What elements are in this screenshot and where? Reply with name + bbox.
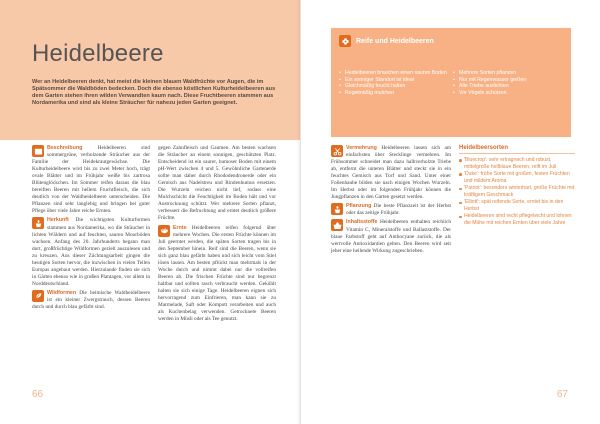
keyword: Wildformen [47,289,77,296]
entry-text: Die wichtigsten Kulturformen stammen aus Nordamerika, wo die Sträucher in lichten Wäldern und auf feuchten, sauren Moorböden wachsen. Anfang des 20. Jahrhunderts begann man dort, großfrüchtige Wildformen gezielt auszulesen und zu kreuzen. Aus dieser Züchtungsarbeit gingen die heutigen Sorten hervor, die inzwischen in vielen Teilen Europas angebaut werden. Hierzulande finden sie sich in Gärten ebenso wie in großen Plantagen, vor allem in Norddeutschland. [32,217,151,287]
intro-text: Wer an Heidelbeeren denkt, hat meist die kleinen blauen Waldfrüchte vor Augen, die im Spätsommer die Waldböden bedecken. Doch die ebenso köstlichen Kulturheidelbeeren aus dem Garten stehen ihren wilden Verwandten kaum nach. Diese Fruchtbeeren stammen aus Nordamerika und sind als kleine Sträucher für nahezu jeden Garten geeignet. [32,79,276,106]
book-icon [32,145,44,157]
keyword: Inhaltsstoffe [346,219,378,226]
entry-text: Die beste Pflanzzeit ist der Herbst oder das zeitige Frühjahr. [346,203,451,217]
entry-vermehrung [331,145,451,201]
keyword: Pflanzung [346,203,372,210]
entry-wildformen [32,290,150,311]
entry-text: gegen Zahnfleisch und Gaumen. Am besten wachsen die Sträucher an einem sonnigen, geschützten Platz. Entscheidend ist ein saurer, humoser Boden mit einem pH-Wert zwischen 4 und 5. Gewöhnliche Gartenerde sollte man daher durch Rhododendronerde oder ein Gemisch aus Nadelstreu und Rindenhumus ersetzen. Die Wurzeln reichen nicht tief, sodass eine Mulchschicht die Feuchtigkeit im Boden hält und vor Austrocknung schützt. Wer mehrere Sorten pflanzt, verbessert die Befruchtung und erntet deutlich größere Früchte. [158,145,276,222]
panel-list-a [339,70,451,96]
list-item: • Heidelbeeren brauchen einen sauren Boden [339,70,451,77]
pot-icon [331,203,343,215]
list-item: Heidelbeeren sind recht pflegeleicht und lohnen die Mühe mit reichen Ernten über viele Jahre [459,213,575,227]
sidebar-heading: Heidelbeersorten [459,145,575,154]
entry-pflanzung [331,203,451,217]
entry-text: Heidelbeeren sind sommergrüne, verholzende Sträucher aus der Familie der Heidekrautgewächse. Die Kulturheidelbeere wird bis zu zwei Meter hoch, trägt ovale Blätter und im Frühjahr weiße bis zartrosa Blütenglöckchen. Im Sommer reifen daraus die blau bereiften Beeren mit hellem Fruchtfleisch, die sich deutlich von der Waldheidelbeere unterscheiden. Die Pflanzen sind sehr langlebig und bringen bei guter Pflege über viele Jahre reiche Ernten. [32,145,151,215]
list-item: • Regelmäßig mulchen [339,90,451,97]
list-item: 'Patriot': besonders winterhart, große Früchte mit kräftigem Geschmack [459,185,575,199]
panel-list-b [453,70,565,96]
right-page [300,0,600,424]
basket-icon [331,219,343,231]
scissors-icon [331,145,343,157]
column-b [158,145,276,323]
varieties-sidebar [459,145,575,227]
list-item: 'Duke': frühe Sorte mit großen, festen Früchten und mildem Aroma [459,171,575,185]
page-title: Heidelbeere [32,40,164,67]
entry-continued [158,145,276,223]
list-item: • Nur mit Regenwasser gießen [453,77,565,84]
keyword: Ernte [173,224,187,231]
entry-text: Heidelbeeren enthalten reichlich Vitamin C, Mineralstoffe und Ballaststoffe. Der blaue Farbstoff geht auf Anthocyane zurück, die als wertvolle Antioxidantien gelten. Den Beeren wird seit jeher eine heilende Wirkung zugeschrieben. [331,219,452,254]
entry-text: Die heimische Waldheidelbeere ist ein kleiner Zwergstrauch, dessen Beeren durch und durch blau gefärbt sind. [32,289,150,311]
list-item: 'Elliott': spät reifende Sorte, erntet bis in den Herbst [459,199,575,213]
page-number-left: 66 [32,389,44,400]
panel-header [339,35,434,47]
tips-panel [331,28,571,137]
page-number-right: 67 [556,389,568,400]
keyword: Herkunft [47,217,69,224]
list-item: • Ein sonniger Standort ist ideal [339,77,451,84]
column-right [331,145,451,255]
pot-icon [32,217,44,229]
list-item: 'Bluecrop': sehr ertragreich und robust, mittelgroße hellblaue Beeren, reift im Juli [459,157,575,171]
bowl-icon [158,225,170,237]
list-item: • Vor Vögeln schützen [453,90,565,97]
keyword: Vermehrung [346,145,377,151]
entry-text: Heidelbeeren reifen folgernd über mehrere Wochen. Die ersten Früchte können im Juli geerntet werden, die späten Sorten tragen bis in den September hinein. Reif sind die Beeren, wenn sie sich ganz blau gefärbt haben und sich leicht vom Stiel lösen lassen. Am besten pflückt man mehrmals in der Woche durch und nimmt dabei nur die vollreifen Beeren ab. Die frischen Früchte sind nur begrenzt haltbar und sollten rasch verbraucht werden. Gekühlt halten sie sich einige Tage. Heidelbeeren eignen sich hervorragend zum Einfrieren, man kann sie zu Marmelade, Saft oder Kompott verarbeiten und auch als Kuchenbelag verwenden. Getrocknete Beeren werden in Müsli oder als Tee genutzt. [158,224,276,323]
entry-beschreibung [32,145,150,215]
entry-ernte [158,225,276,324]
list-item: • Alte Triebe auslichten [453,83,565,90]
entry-inhaltsstoffe [331,219,451,254]
flower-icon [339,35,351,47]
header-band [0,0,300,140]
sidebar-list [459,157,575,227]
entry-text: Heidelbeeren lassen sich am einfachsten über Stecklinge vermehren. Im Frühsommer schneidet man dazu halbverholzte Triebe ab, entfernt die unteren Blätter und steckt sie in ein feuchtes Gemisch aus Torf und Sand. Unter einer Folienhaube bilden sie nach einigen Wochen Wurzeln. Im Herbst oder im folgenden Frühjahr können die Jungpflanzen in den Garten gesetzt werden. [331,145,452,201]
column-a [32,145,150,311]
keyword: Beschreibung [47,145,83,151]
list-item: • Mehrere Sorten pflanzen [453,70,565,77]
list-item: • Gleichmäßig feucht halten [339,83,451,90]
panel-title: Reife und Heidelbeeren [356,37,434,45]
entry-herkunft [32,217,150,287]
leaf-icon [32,290,44,302]
